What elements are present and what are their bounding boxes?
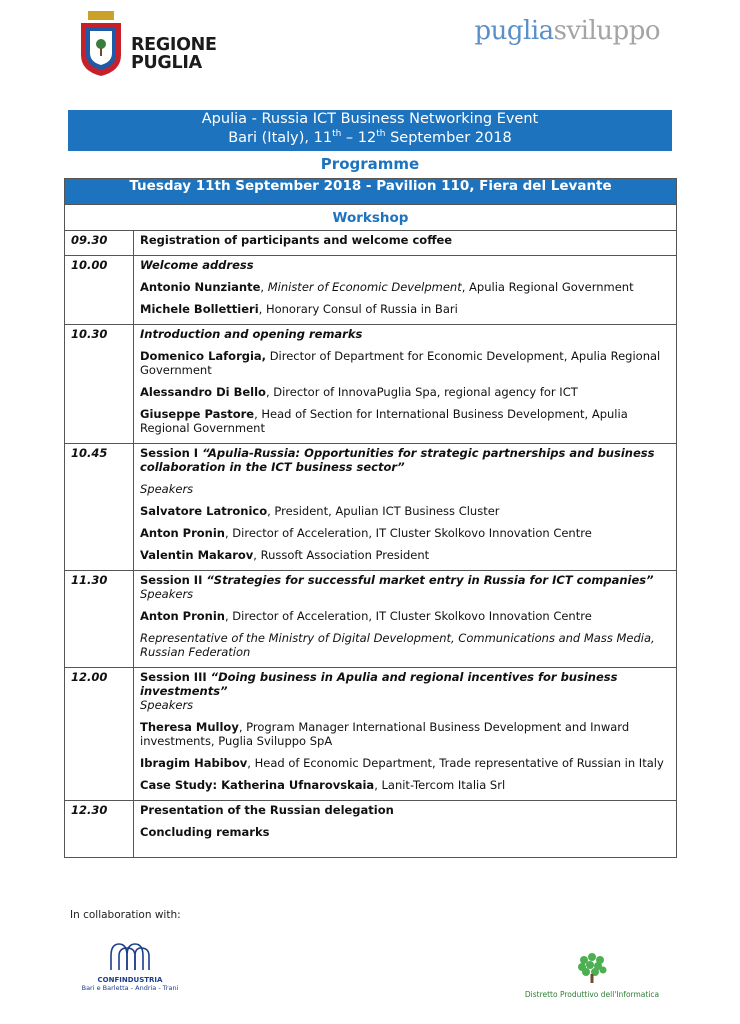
speaker-entry: Anton Pronin, Director of Acceleration, IT Cluster Skolkovo Innovation Centre — [140, 609, 592, 623]
agenda-cell — [134, 256, 677, 325]
distretto-informatica-logo: Distretto Produttivo dell'Informatica — [512, 952, 672, 999]
agenda-cell — [134, 325, 677, 444]
table-row — [65, 325, 677, 444]
speaker-entry: Ibragim Habibov, Head of Economic Department, Trade representative of Russian in Italy — [140, 756, 664, 770]
day-header-row — [65, 179, 677, 205]
event-title: Apulia - Russia ICT Business Networking Event — [201, 111, 539, 127]
table-row — [65, 231, 677, 256]
event-title-banner — [68, 110, 672, 151]
day-header: Tuesday 11th September 2018 - Pavilion 110, Fiera del Levante — [65, 179, 677, 205]
agenda-cell — [134, 231, 677, 256]
programme-table — [64, 178, 677, 858]
agenda-item: Presentation of the Russian delegation — [140, 803, 394, 817]
collaboration-label: In collaboration with: — [70, 909, 181, 921]
time-cell: 11.30 — [65, 571, 134, 668]
confindustria-emblem-icon — [107, 940, 153, 972]
table-row — [65, 256, 677, 325]
table-row — [65, 668, 677, 801]
workshop-header: Workshop — [65, 205, 677, 231]
time-cell: 09.30 — [65, 231, 134, 256]
agenda-heading: Introduction and opening remarks — [140, 327, 363, 341]
table-row — [65, 444, 677, 571]
speakers-label: Speakers — [140, 482, 194, 496]
speaker-entry: Theresa Mulloy, Program Manager International Business Development and Inward investments, Puglia Sviluppo SpA — [140, 720, 630, 748]
speaker-entry: Salvatore Latronico, President, Apulian ICT Business Cluster — [140, 504, 500, 518]
agenda-item: Concluding remarks — [140, 825, 270, 839]
table-row — [65, 801, 677, 858]
agenda-cell — [134, 444, 677, 571]
session-title: Session II “Strategies for successful market entry in Russia for ICT companies” — [140, 573, 654, 587]
time-cell: 10.45 — [65, 444, 134, 571]
regione-puglia-name: REGIONE PUGLIA — [131, 35, 217, 73]
speaker-entry: Anton Pronin, Director of Acceleration, IT Cluster Skolkovo Innovation Centre — [140, 526, 592, 540]
session-title: Session III “Doing business in Apulia and regional incentives for business investments” — [140, 670, 618, 698]
speaker-entry: Domenico Laforgia, Director of Department for Economic Development, Apulia Regional Government — [140, 349, 661, 377]
confindustria-logo: CONFINDUSTRIA Bari e Barletta - Andria - Trani — [70, 940, 190, 992]
speakers-label: Speakers — [140, 587, 194, 601]
puglia-sviluppo-logo: pugliasviluppo — [474, 16, 660, 46]
time-cell: 10.30 — [65, 325, 134, 444]
speaker-entry: Alessandro Di Bello, Director of InnovaPuglia Spa, regional agency for ICT — [140, 385, 578, 399]
time-cell: 12.30 — [65, 801, 134, 858]
speaker-entry: Valentin Makarov, Russoft Association President — [140, 548, 430, 562]
time-cell: 12.00 — [65, 668, 134, 801]
workshop-row — [65, 205, 677, 231]
agenda-heading: Welcome address — [140, 258, 254, 272]
regione-puglia-crest — [79, 11, 123, 77]
speaker-entry: Michele Bollettieri, Honorary Consul of Russia in Bari — [140, 302, 458, 316]
agenda-cell — [134, 801, 677, 858]
agenda-cell — [134, 668, 677, 801]
time-cell: 10.00 — [65, 256, 134, 325]
session-title: Session I “Apulia-Russia: Opportunities for strategic partnerships and business collaboration in the ICT business sector” — [140, 446, 655, 474]
speaker-entry: Antonio Nunziante, Minister of Economic Develpment, Apulia Regional Government — [140, 280, 634, 294]
agenda-cell — [134, 571, 677, 668]
programme-heading: Programme — [320, 155, 420, 173]
speaker-entry: Representative of the Ministry of Digital Development, Communications and Mass Media, Russian Federation — [140, 631, 655, 659]
speakers-label: Speakers — [140, 698, 194, 712]
event-date-location: Bari (Italy), 11th – 12th September 2018 — [228, 129, 512, 146]
agenda-item: Registration of participants and welcome coffee — [140, 233, 453, 247]
tree-icon — [575, 952, 609, 984]
table-row — [65, 571, 677, 668]
speaker-entry: Case Study: Katherina Ufnarovskaia, Lanit-Tercom Italia Srl — [140, 778, 506, 792]
speaker-entry: Giuseppe Pastore, Head of Section for International Business Development, Apulia Regional Government — [140, 407, 628, 435]
